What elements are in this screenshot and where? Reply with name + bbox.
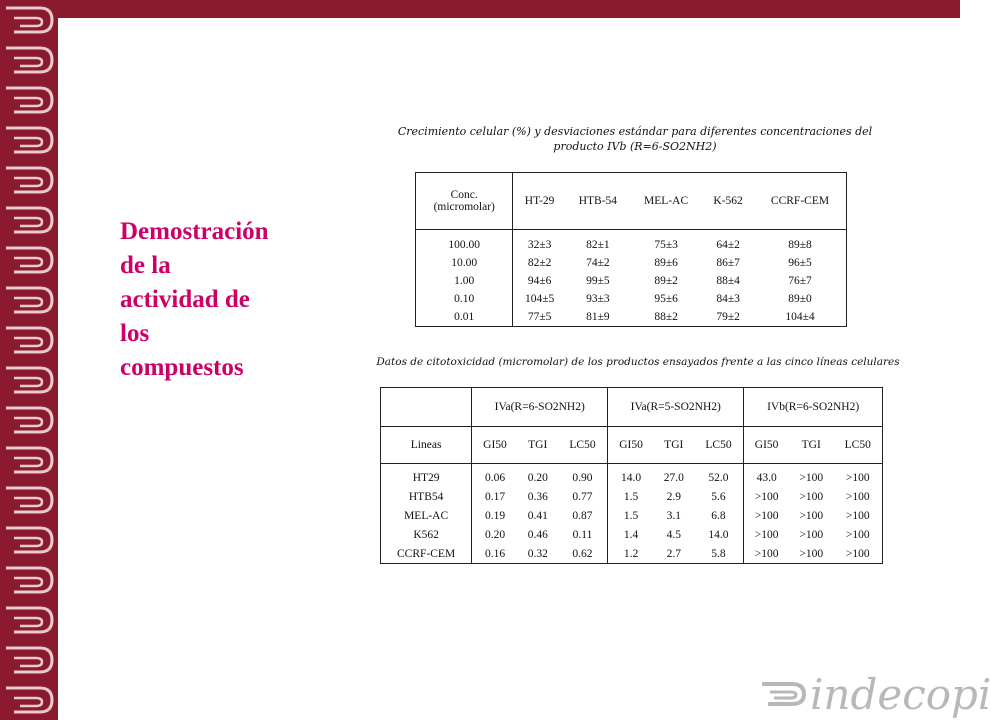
sub-header: GI50 [608, 427, 654, 464]
value-cell: 82±2 [527, 257, 552, 269]
line-cell: CCRF-CEM [381, 544, 472, 564]
value-cell: 74±2 [586, 257, 610, 269]
value-cell: 0.36 [527, 490, 548, 503]
value-cell: >100 [754, 528, 779, 541]
conc-header-line1: Conc. [450, 189, 478, 201]
value-cell: 0.16 [484, 547, 506, 560]
value-cell: 82±1 [586, 239, 610, 251]
table-row [381, 487, 883, 506]
sub-header: TGI [654, 427, 694, 464]
title-line: de la [120, 252, 171, 279]
value-cell: 14.0 [620, 471, 642, 484]
value-cell: 4.5 [666, 528, 681, 541]
table-row [381, 464, 883, 488]
value-cell: 0.41 [527, 509, 548, 522]
value-cell: 0.19 [484, 509, 506, 522]
table1-caption [370, 124, 900, 154]
title-line: los [120, 320, 150, 347]
value-cell: >100 [799, 528, 824, 541]
table-row [416, 254, 847, 272]
conc-cell: 100.00 [416, 230, 513, 255]
value-cell: 94±6 [527, 275, 552, 287]
sub-header: LC50 [694, 427, 744, 464]
top-bar [58, 0, 960, 18]
value-cell: 3.1 [666, 509, 681, 522]
value-cell: 0.77 [558, 487, 608, 506]
value-cell: 1.5 [623, 490, 639, 503]
value-cell: 0.46 [527, 528, 548, 541]
group-header: IVa(R=5-SO2NH2) [608, 388, 744, 427]
lines-header: Lineas [381, 427, 472, 464]
value-cell: 0.90 [558, 464, 608, 488]
conc-cell: 0.01 [416, 308, 513, 327]
value-cell: 64±2 [716, 239, 740, 251]
slide-title [120, 215, 320, 385]
sub-header: GI50 [472, 427, 518, 464]
value-cell: >100 [845, 509, 870, 522]
value-cell: 0.17 [484, 490, 506, 503]
decorative-sidebar [0, 0, 58, 720]
value-cell: 76±7 [788, 275, 812, 287]
value-cell: 2.9 [666, 490, 681, 503]
line-cell: HTB54 [381, 487, 472, 506]
value-cell: 99±5 [586, 275, 610, 287]
group-header: IVb(R=6-SO2NH2) [744, 388, 883, 427]
indecopi-swirl-icon [758, 674, 810, 714]
sidebar-pattern [0, 0, 58, 720]
value-cell: >100 [799, 471, 824, 484]
value-cell: >100 [799, 547, 824, 560]
lines-header-spacer [381, 388, 472, 427]
value-cell: 95±6 [654, 293, 678, 305]
value-cell: >100 [754, 490, 779, 503]
group-header: IVa(R=6-SO2NH2) [472, 388, 608, 427]
table-row [416, 272, 847, 290]
value-cell: 14.0 [694, 525, 744, 544]
sub-header: TGI [789, 427, 834, 464]
sub-header: LC50 [558, 427, 608, 464]
table-row [381, 525, 883, 544]
value-cell: >100 [799, 490, 824, 503]
line-cell: K562 [381, 525, 472, 544]
title-line: Demostración [120, 218, 269, 245]
title-line: actividad de [120, 286, 250, 313]
value-cell: 81±9 [586, 311, 610, 323]
value-cell: 84±3 [716, 293, 740, 305]
value-cell: 104±5 [524, 293, 555, 305]
conc-cell: 10.00 [416, 254, 513, 272]
col-header: K-562 [702, 173, 754, 230]
table-row [381, 506, 883, 525]
value-cell: 5.8 [694, 544, 744, 564]
value-cell: 1.5 [623, 509, 639, 522]
value-cell: >100 [754, 547, 779, 560]
value-cell: 0.20 [484, 528, 506, 541]
value-cell: 89±8 [788, 239, 812, 251]
col-header: HT-29 [513, 173, 566, 230]
conc-header-line2: (micromolar) [433, 201, 495, 213]
value-cell: 0.06 [484, 471, 506, 484]
value-cell: >100 [799, 509, 824, 522]
value-cell: 0.87 [558, 506, 608, 525]
value-cell: 0.62 [558, 544, 608, 564]
sub-header: TGI [518, 427, 558, 464]
value-cell: 104±4 [785, 311, 815, 323]
table1-caption-line1: Crecimiento celular (%) y desviaciones estándar para diferentes concentraciones del [397, 125, 873, 138]
value-cell: 96±5 [788, 257, 812, 269]
value-cell: 86±7 [716, 257, 740, 269]
value-cell: 32±3 [527, 239, 552, 251]
value-cell: 43.0 [756, 471, 777, 484]
value-cell: 75±3 [654, 239, 678, 251]
col-header: CCRF-CEM [754, 173, 846, 230]
value-cell: 27.0 [663, 471, 684, 484]
value-cell: 79±2 [716, 311, 740, 323]
value-cell: >100 [845, 528, 870, 541]
value-cell: 0.20 [527, 471, 548, 484]
table2-caption: Datos de citotoxicidad (micromolar) de los productos ensayados frente a las cinco líneas celulares [376, 356, 900, 368]
value-cell: >100 [845, 490, 870, 503]
value-cell: >100 [845, 547, 870, 560]
line-cell: HT29 [381, 464, 472, 488]
conc-header [416, 173, 513, 230]
value-cell: 89±0 [788, 293, 812, 305]
col-header: HTB-54 [566, 173, 630, 230]
value-cell: 0.32 [527, 547, 548, 560]
value-cell: 1.4 [623, 528, 639, 541]
title-line: compuestos [120, 354, 244, 381]
value-cell: >100 [845, 471, 870, 484]
conc-cell: 1.00 [416, 272, 513, 290]
logo-text: indecopi [810, 669, 991, 719]
col-header: MEL-AC [630, 173, 702, 230]
value-cell: 93±3 [586, 293, 610, 305]
table1-caption-line2: producto IVb (R=6-SO2NH2) [553, 140, 717, 153]
sub-header: GI50 [744, 427, 789, 464]
value-cell: 6.8 [694, 506, 744, 525]
table-row [381, 544, 883, 564]
value-cell: 89±2 [654, 275, 678, 287]
line-cell: MEL-AC [381, 506, 472, 525]
table-row [416, 230, 847, 255]
value-cell: >100 [754, 509, 779, 522]
indecopi-logo [758, 669, 991, 719]
value-cell: 89±6 [654, 257, 678, 269]
cytotoxicity-table [380, 387, 883, 564]
value-cell: 77±5 [527, 311, 552, 323]
conc-cell: 0.10 [416, 290, 513, 308]
value-cell: 5.6 [694, 487, 744, 506]
value-cell: 0.11 [558, 525, 608, 544]
value-cell: 2.7 [666, 547, 681, 560]
value-cell: 52.0 [694, 464, 744, 488]
value-cell: 88±4 [716, 275, 740, 287]
table-row [416, 290, 847, 308]
growth-table [415, 172, 847, 327]
value-cell: 1.2 [623, 547, 639, 560]
value-cell: 88±2 [654, 311, 678, 323]
table-row [416, 308, 847, 327]
sub-header: LC50 [834, 427, 883, 464]
